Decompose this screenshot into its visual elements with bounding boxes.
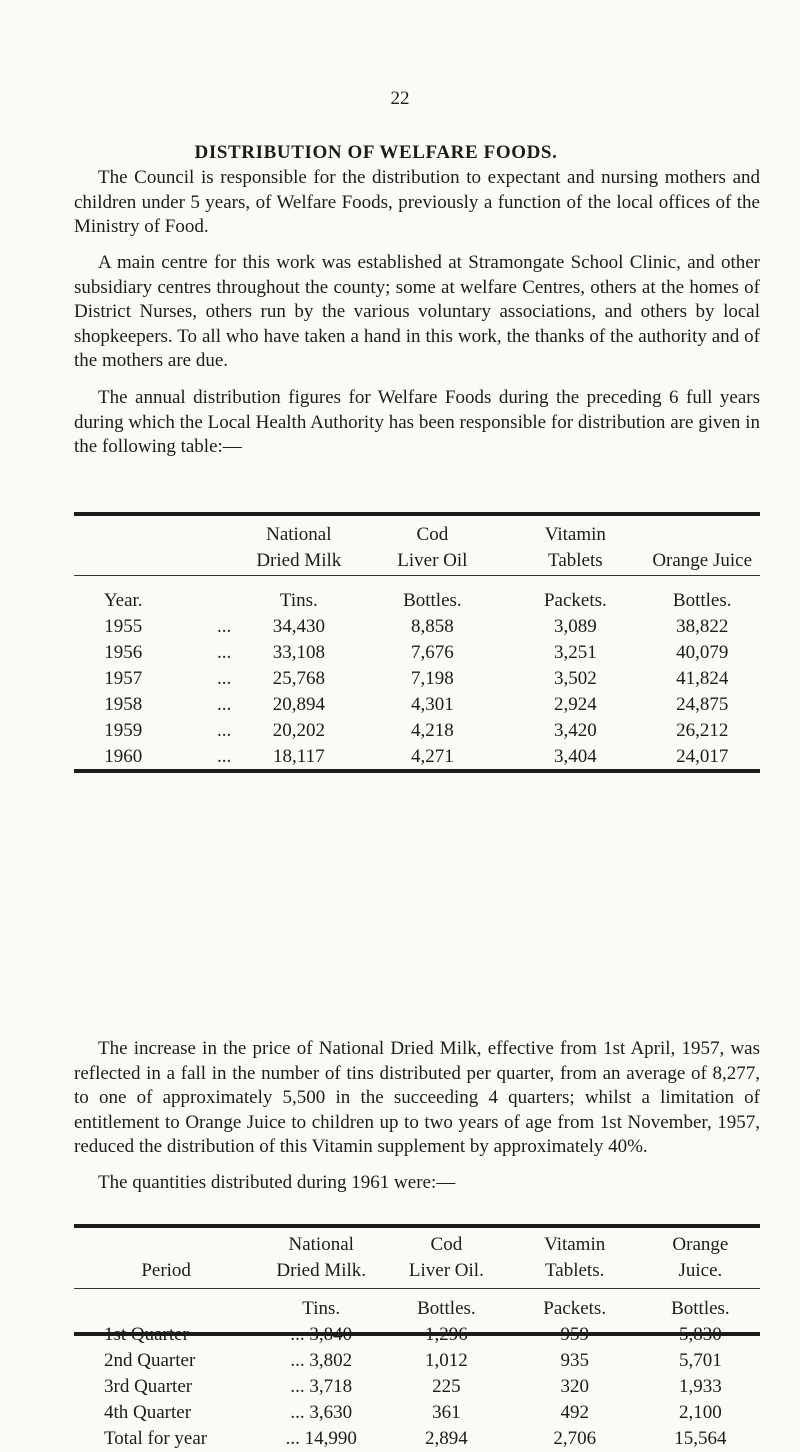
table1-milk-cell: 34,430 [272,616,325,637]
table1-col-milk: National [266,524,332,545]
table1-cod-cell: 4,218 [410,720,454,741]
table1-vit-cell: 3,251 [553,642,597,663]
paragraph-price-increase: The increase in the price of National Dried Milk, effective from 1st April, 1957, was reflected in a fall in the number of tins distributed per quarter, from an average of 8,277, to one of approximately 5,500 in the succeeding 4 quarters; whilst a limitation of entitlement to Orange Juice to children up to two years of age from 1st November, 1957, reduced the distribution of this Vitamin supplement by approximately 40%. [74,1038,760,1158]
table1-dots-cell: ... [217,616,232,637]
table2-unit-cell: Packets. [543,1298,607,1319]
table1-units-row [74,588,760,614]
table1-top-rule [74,512,760,516]
table1-cod-cell: 7,676 [410,642,454,663]
table1-year-cell: 1960 [104,746,143,767]
paragraph-council: The Council is responsible for the distribution to expectant and nursing mothers and children under 5 years, of Welfare Foods, previously a function of the local offices of the Ministry of Food. [74,167,760,238]
paragraph-annual-figures: The annual distribution figures for Welfare Foods during the preceding 6 full years during which the Local Health Authority has been responsible for distribution are given in the following table:— [74,387,760,458]
table1-oj-cell: 38,822 [676,616,729,637]
table2-vit-cell: 935 [560,1350,589,1371]
table2-vit-cell: 320 [560,1376,589,1397]
table2-row [74,1348,760,1374]
table1-unit-milk: Tins. [279,590,318,611]
table2-vit-cell: 492 [560,1402,589,1423]
table2-milk-cell: ... 3,630 [290,1402,353,1423]
table2-row [74,1426,760,1452]
table1-cod-cell: 7,198 [410,668,454,689]
table2-units-row [74,1296,760,1322]
table1-oj-cell: 24,017 [676,746,729,767]
table2-oj-cell: 15,564 [674,1428,727,1449]
table1-oj-cell: 41,824 [676,668,729,689]
table1-row [74,614,760,640]
table2-period-cell: 2nd Quarter [104,1350,196,1371]
table1-cod-cell: 4,271 [410,746,454,767]
table2-unit-cell: Bottles. [671,1298,730,1319]
table1-unit-oj: Bottles. [672,590,732,611]
table1-row [74,744,760,770]
table1-unit-year: Year. [103,590,143,611]
table1-cod-cell: 8,858 [410,616,454,637]
table1-row [74,718,760,744]
table1-vit-cell: 3,089 [553,616,597,637]
table2-milk-cell: ... 14,990 [285,1428,357,1449]
table2-cod-cell: 1,012 [425,1350,468,1371]
table1-oj-cell: 26,212 [676,720,729,741]
table1-milk-cell: 20,894 [272,694,325,715]
table2-oj-cell: 2,100 [679,1402,722,1423]
table1-col-vit: Vitamin [544,524,606,545]
table1-dots-cell: ... [217,642,232,663]
section-heading: DISTRIBUTION OF WELFARE FOODS. [194,142,558,163]
table1-year-cell: 1959 [104,720,143,741]
table2-cod-cell: 2,894 [425,1428,468,1449]
table1-year-cell: 1958 [104,694,143,715]
table2-row [74,1400,760,1426]
table1-milk-cell: 33,108 [272,642,325,663]
annual-distribution-table [74,522,760,770]
table1-milk-cell: 18,117 [273,746,325,767]
table1-col-cod: Cod [416,524,449,545]
table2-header-rule [74,1288,760,1289]
table2-period-cell: Total for year [104,1428,208,1449]
table1-unit-cod: Bottles. [403,590,462,611]
table1-dots-cell: ... [217,668,232,689]
table1-row [74,666,760,692]
table2-period-cell: 4th Quarter [104,1402,192,1423]
table2-col-milk-2: Dried Milk. [276,1260,367,1281]
table1-col-oj [644,522,760,548]
table2-col-cod-2: Liver Oil. [408,1260,484,1281]
table2-period-cell: 3rd Quarter [104,1376,193,1397]
table2-unit-cell: Bottles. [417,1298,476,1319]
table1-dots-cell: ... [217,746,232,767]
table1-year-cell: 1957 [104,668,143,689]
table2-unit-cell [74,1296,258,1322]
quarterly-distribution-table [74,1232,760,1452]
table1-oj-cell: 24,875 [676,694,729,715]
table1-milk-cell: 20,202 [272,720,325,741]
table2-cod-cell: 225 [432,1376,461,1397]
table2-oj-cell: 1,933 [679,1376,722,1397]
paragraph-quantities: The quantities distributed during 1961 were:— [98,1172,456,1193]
table1-row [74,692,760,718]
table1-vit-cell: 3,420 [553,720,597,741]
table1-col-milk-2: Dried Milk [256,550,342,571]
table2-vit-cell: 2,706 [553,1428,597,1449]
table1-header-row-2 [74,548,760,574]
table2-top-rule [74,1224,760,1228]
table1-dots-cell: ... [217,694,232,715]
table1-year-cell: 1955 [104,616,143,637]
table2-col-oj: Orange [672,1234,729,1255]
table1-unit-vit: Packets. [543,590,607,611]
table2-unit-cell: Tins. [302,1298,341,1319]
table1-row [74,640,760,666]
table2-oj-cell: 5,701 [679,1350,722,1371]
table1-bottom-rule [74,769,760,773]
table2-col-vit-2: Tablets. [545,1260,605,1281]
table1-oj-cell: 40,079 [676,642,729,663]
table2-header-row-1 [74,1232,760,1258]
table1-vit-cell: 3,502 [553,668,597,689]
table2-col-period-2: Period [141,1260,191,1281]
table1-col-cod-2: Liver Oil [397,550,468,571]
table2-col-milk: National [288,1234,354,1255]
table1-year-cell: 1956 [104,642,143,663]
table1-dots-cell: ... [217,720,232,741]
table2-header-row-2 [74,1258,760,1284]
table2-col-cod: Cod [430,1234,463,1255]
table1-milk-cell: 25,768 [272,668,325,689]
table2-milk-cell: ... 3,802 [290,1350,353,1371]
table2-col-oj-2: Juice. [678,1260,723,1281]
table1-header-rule [74,575,760,576]
table2-milk-cell: ... 3,718 [290,1376,353,1397]
table2-bottom-rule [74,1332,760,1336]
table2-col-vit: Vitamin [544,1234,606,1255]
table2-col-period [74,1232,258,1258]
table1-header-row-1 [74,522,760,548]
paragraph-centres: A main centre for this work was established at Stramongate School Clinic, and other subsidiary centres throughout the county; some at welfare Centres, others at the homes of District Nurses, others run by the various voluntary associations, and others by local shopkeepers. To all who have taken a hand in this work, the thanks of the authority and of the mothers are due. [74,252,760,372]
table1-col-vit-2: Tablets [548,550,603,571]
page-number: 22 [390,88,410,109]
table2-row [74,1374,760,1400]
table2-cod-cell: 361 [432,1402,461,1423]
table1-vit-cell: 3,404 [553,746,597,767]
table1-col-oj-2: Orange Juice [652,550,753,571]
table1-cod-cell: 4,301 [410,694,454,715]
table1-vit-cell: 2,924 [553,694,597,715]
